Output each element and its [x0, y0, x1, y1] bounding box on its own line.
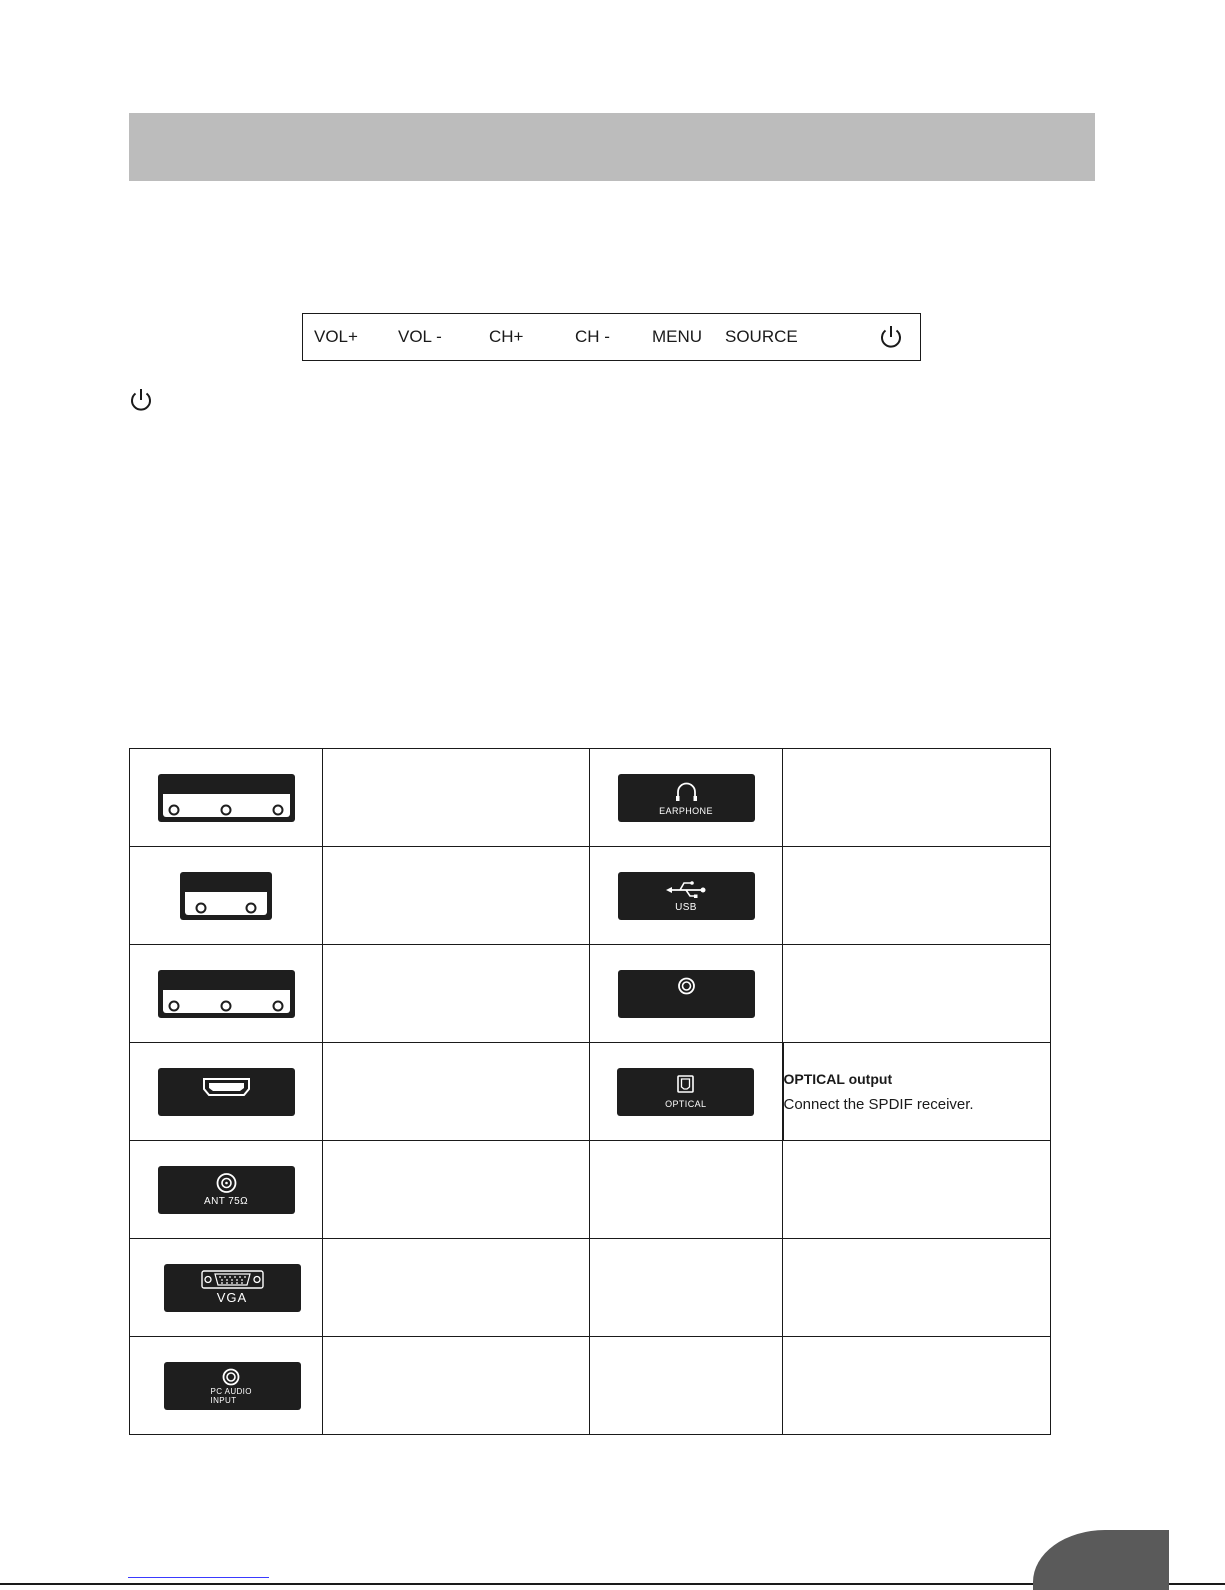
pc-audio-port-cell: [130, 1337, 323, 1435]
hdmi-port-cell: [130, 1043, 323, 1141]
power-icon: [127, 386, 155, 419]
scart-port-cell: [130, 749, 323, 847]
empty-cell: [590, 1239, 783, 1337]
pc-audio-caption-line1: PC AUDIO: [210, 1386, 252, 1396]
audio-jack-port-cell: [590, 945, 783, 1043]
pc-audio-description: [323, 1337, 590, 1435]
pc-audio-caption: [211, 1387, 301, 1405]
table-row: [130, 1043, 1051, 1141]
vga-port-cell: [130, 1239, 323, 1337]
scart2-description: [323, 945, 590, 1043]
menu-label: MENU: [652, 327, 703, 346]
ch-down-label: CH -: [575, 327, 610, 346]
empty-cell: [783, 1141, 1051, 1239]
usb-caption: USB: [675, 901, 697, 913]
empty-cell: [783, 1337, 1051, 1435]
scart2-port-cell: [130, 945, 323, 1043]
table-row: [130, 749, 1051, 847]
pc-audio-jack-icon: [164, 1362, 301, 1410]
table-row: [130, 945, 1051, 1043]
table-row: [130, 1337, 1051, 1435]
component-description: [323, 847, 590, 945]
empty-cell: [783, 1239, 1051, 1337]
table-row: [130, 1239, 1051, 1337]
empty-cell: [590, 1141, 783, 1239]
optical-port-cell: [590, 1043, 783, 1141]
earphone-caption: EARPHONE: [659, 805, 713, 816]
usb-description: [783, 847, 1051, 945]
component-port-cell: [130, 847, 323, 945]
source-label: SOURCE: [725, 327, 798, 346]
antenna-port-cell: [130, 1141, 323, 1239]
optical-description: [783, 1043, 1051, 1141]
audio-jack-icon: [618, 970, 755, 1018]
hdmi-description: [323, 1043, 590, 1141]
earphone-port-cell: [590, 749, 783, 847]
vol-down-label: VOL -: [398, 327, 442, 346]
scart-description: [323, 749, 590, 847]
scart-connector-icon: [158, 774, 295, 822]
table-row: [130, 1141, 1051, 1239]
optical-title: OPTICAL output: [783, 1070, 893, 1087]
optical-text: Connect the SPDIF receiver.: [783, 1095, 974, 1113]
earphone-jack-icon: [618, 774, 755, 822]
optical-port-icon: [617, 1068, 754, 1116]
antenna-description: [323, 1141, 590, 1239]
ch-up-label: CH+: [489, 327, 524, 346]
vol-up-label: VOL+: [314, 327, 358, 346]
page-number-tab: [1033, 1530, 1169, 1590]
usb-port-icon: [618, 872, 755, 920]
control-button-strip: [302, 313, 921, 361]
vga-caption: VGA: [216, 1289, 248, 1305]
earphone-description: [783, 749, 1051, 847]
table-row: [130, 847, 1051, 945]
empty-cell: [590, 1337, 783, 1435]
pc-audio-caption-line2: INPUT: [210, 1395, 237, 1405]
antenna-port-icon: [158, 1166, 295, 1214]
connector-table: [129, 748, 1051, 1435]
vga-description: [323, 1239, 590, 1337]
section-header-bar: [129, 113, 1095, 181]
antenna-caption: ANT 75Ω: [204, 1195, 248, 1207]
footer-link-underline[interactable]: [128, 1577, 269, 1578]
scart-connector-icon: [158, 970, 295, 1018]
power-icon: [877, 323, 905, 356]
vga-port-icon: [164, 1264, 301, 1312]
hdmi-port-icon: [158, 1068, 295, 1116]
audio-jack-description: [783, 945, 1051, 1043]
usb-port-cell: [590, 847, 783, 945]
component-connector-icon: [180, 872, 272, 920]
optical-caption: OPTICAL: [665, 1098, 707, 1109]
